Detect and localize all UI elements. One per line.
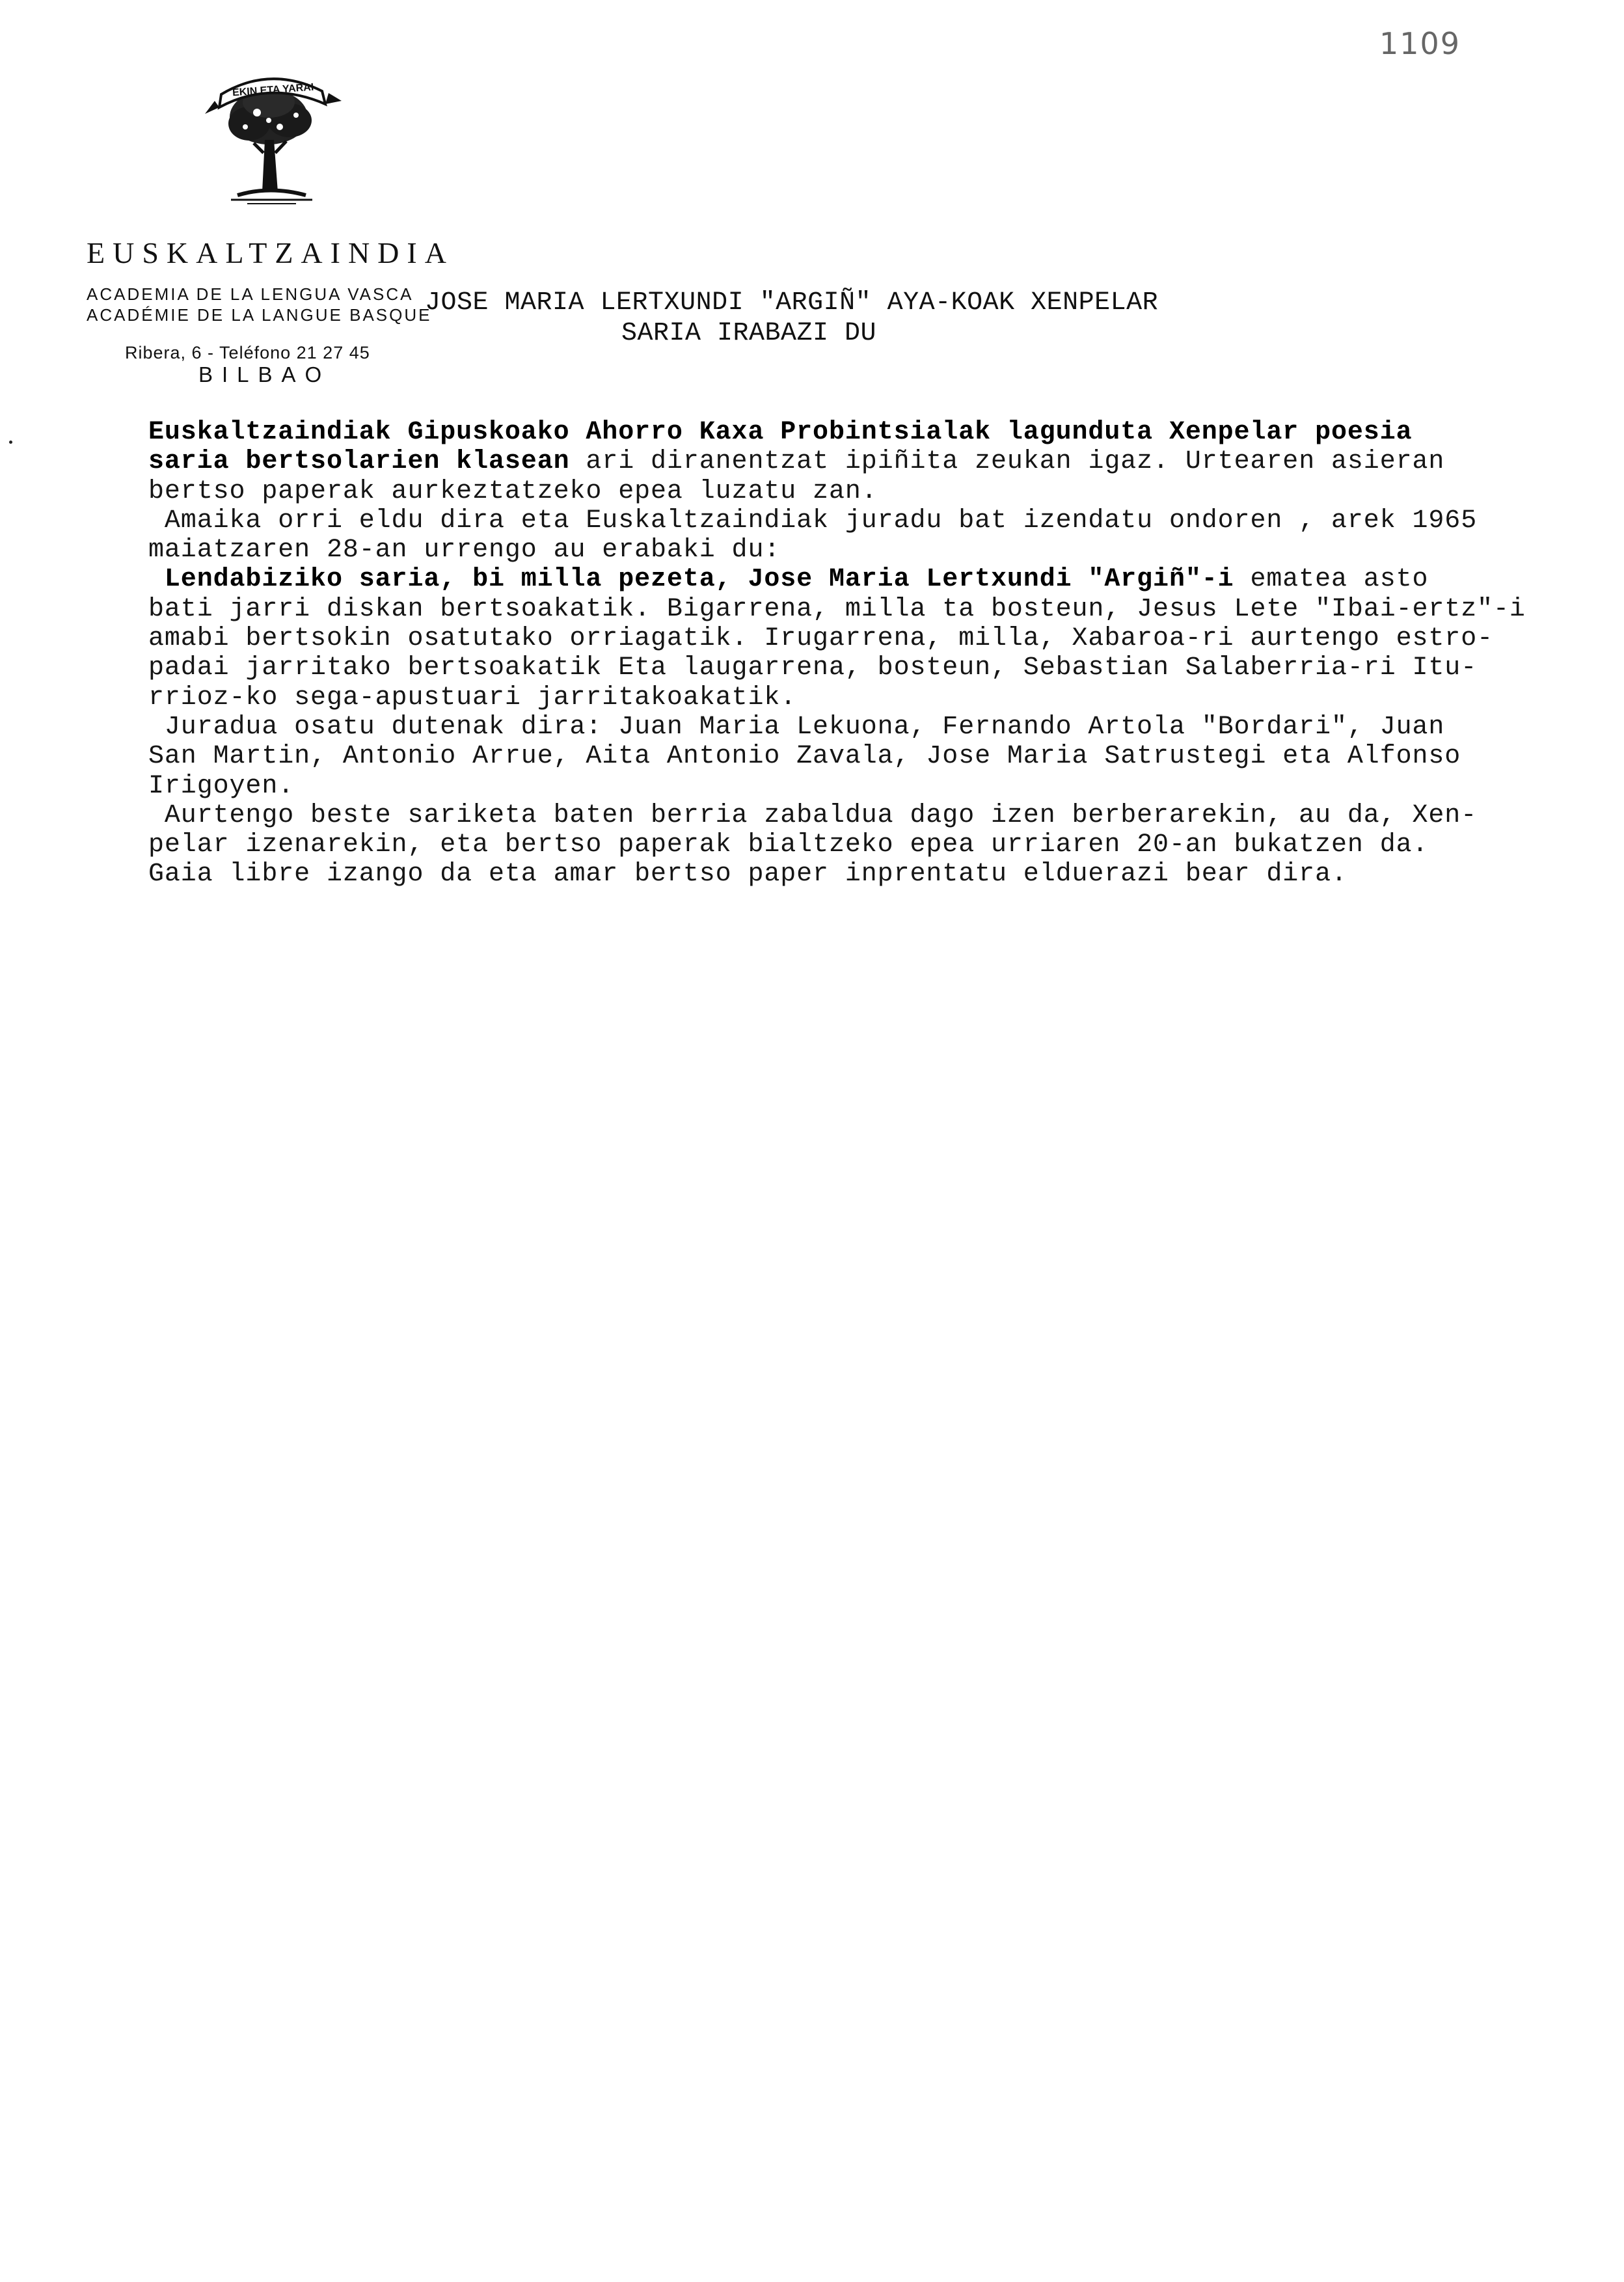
body-line bbox=[148, 801, 1547, 830]
body-line-text: rrioz-ko sega-apustuari jarritakoakatik. bbox=[148, 683, 797, 713]
body-line bbox=[148, 477, 1547, 506]
academy-logo-tree-icon bbox=[192, 55, 355, 211]
body-line-bold: Lendabiziko saria, bi milla pezeta, Jose Maria Lertxundi "Argiñ"-i bbox=[148, 565, 1234, 595]
body-line bbox=[148, 506, 1547, 536]
body-line bbox=[148, 683, 1547, 713]
body-line bbox=[148, 447, 1547, 476]
organization-subtitle-es: ACADEMIA DE LA LENGUA VASCA bbox=[87, 284, 414, 304]
body-line-text: ematea asto bbox=[1234, 565, 1429, 595]
organization-city: BILBAO bbox=[198, 362, 331, 387]
organization-name: EUSKALTZAINDIA bbox=[87, 236, 454, 269]
body-line-text: Amaika orri eldu dira eta Euskaltzaindiak juradu bat izendatu ondoren , arek 1965 bbox=[148, 506, 1478, 536]
body-line-text: bertso paperak aurkeztatzeko epea luzatu zan. bbox=[148, 476, 878, 506]
body-line bbox=[148, 653, 1547, 683]
body-line-text: ari diranentzat ipiñita zeukan igaz. Urtearen asieran bbox=[569, 447, 1445, 477]
body-line bbox=[148, 536, 1547, 565]
body-line-text: San Martin, Antonio Arrue, Aita Antonio Zavala, Jose Maria Satrustegi eta Alfonso bbox=[148, 742, 1461, 772]
margin-mark bbox=[9, 441, 12, 444]
body-line-text: bati jarri diskan bertsoakatik. Bigarrena, milla ta bosteun, Jesus Lete "Ibai-ertz"-i bbox=[148, 594, 1526, 624]
organization-address: Ribera, 6 - Teléfono 21 27 45 bbox=[125, 343, 370, 362]
body-line bbox=[148, 713, 1547, 742]
headline-line-2: SARIA IRABAZI DU bbox=[621, 319, 877, 348]
body-line-text: Irigoyen. bbox=[148, 771, 295, 801]
headline-line-1: JOSE MARIA LERTXUNDI "ARGIÑ" AYA-KOAK XENPELAR bbox=[425, 288, 1159, 318]
body-line bbox=[148, 418, 1547, 447]
body-line-text: amabi bertsokin osatutako orriagatik. Irugarrena, milla, Xabaroa-ri aurtengo estro- bbox=[148, 624, 1494, 654]
body-line-text: Juradua osatu dutenak dira: Juan Maria Lekuona, Fernando Artola "Bordari", Juan bbox=[148, 712, 1445, 742]
body-line bbox=[148, 624, 1547, 653]
body-line-text: padai jarritako bertsoakatik Eta laugarrena, bosteun, Sebastian Salaberria-ri Itu- bbox=[148, 653, 1478, 683]
body-line-bold: saria bertsolarien klasean bbox=[148, 447, 570, 477]
page-number: 1109 bbox=[1379, 26, 1461, 61]
organization-subtitle-fr: ACADÉMIE DE LA LANGUE BASQUE bbox=[87, 305, 432, 325]
body-line-text: maiatzaren 28-an urrengo au erabaki du: bbox=[148, 536, 781, 565]
body-line-text: pelar izenarekin, eta bertso paperak bialtzeko epea urriaren 20-an bukatzen da. bbox=[148, 830, 1429, 860]
body-line bbox=[148, 772, 1547, 801]
body-line-bold: Euskaltzaindiak Gipuskoako Ahorro Kaxa Probintsialak lagunduta Xenpelar poesia bbox=[148, 418, 1413, 447]
document-body bbox=[148, 418, 1547, 890]
body-line bbox=[148, 565, 1547, 594]
body-line bbox=[148, 595, 1547, 624]
body-line bbox=[148, 860, 1547, 889]
body-line-text: Gaia libre izango da eta amar bertso paper inprentatu elduerazi bear dira. bbox=[148, 860, 1347, 890]
logo-motto: EKIN ETA YARAI bbox=[232, 81, 314, 99]
body-line bbox=[148, 830, 1547, 860]
body-line bbox=[148, 742, 1547, 771]
body-line-text: Aurtengo beste sariketa baten berria zabaldua dago izen berberarekin, au da, Xen- bbox=[148, 800, 1478, 830]
